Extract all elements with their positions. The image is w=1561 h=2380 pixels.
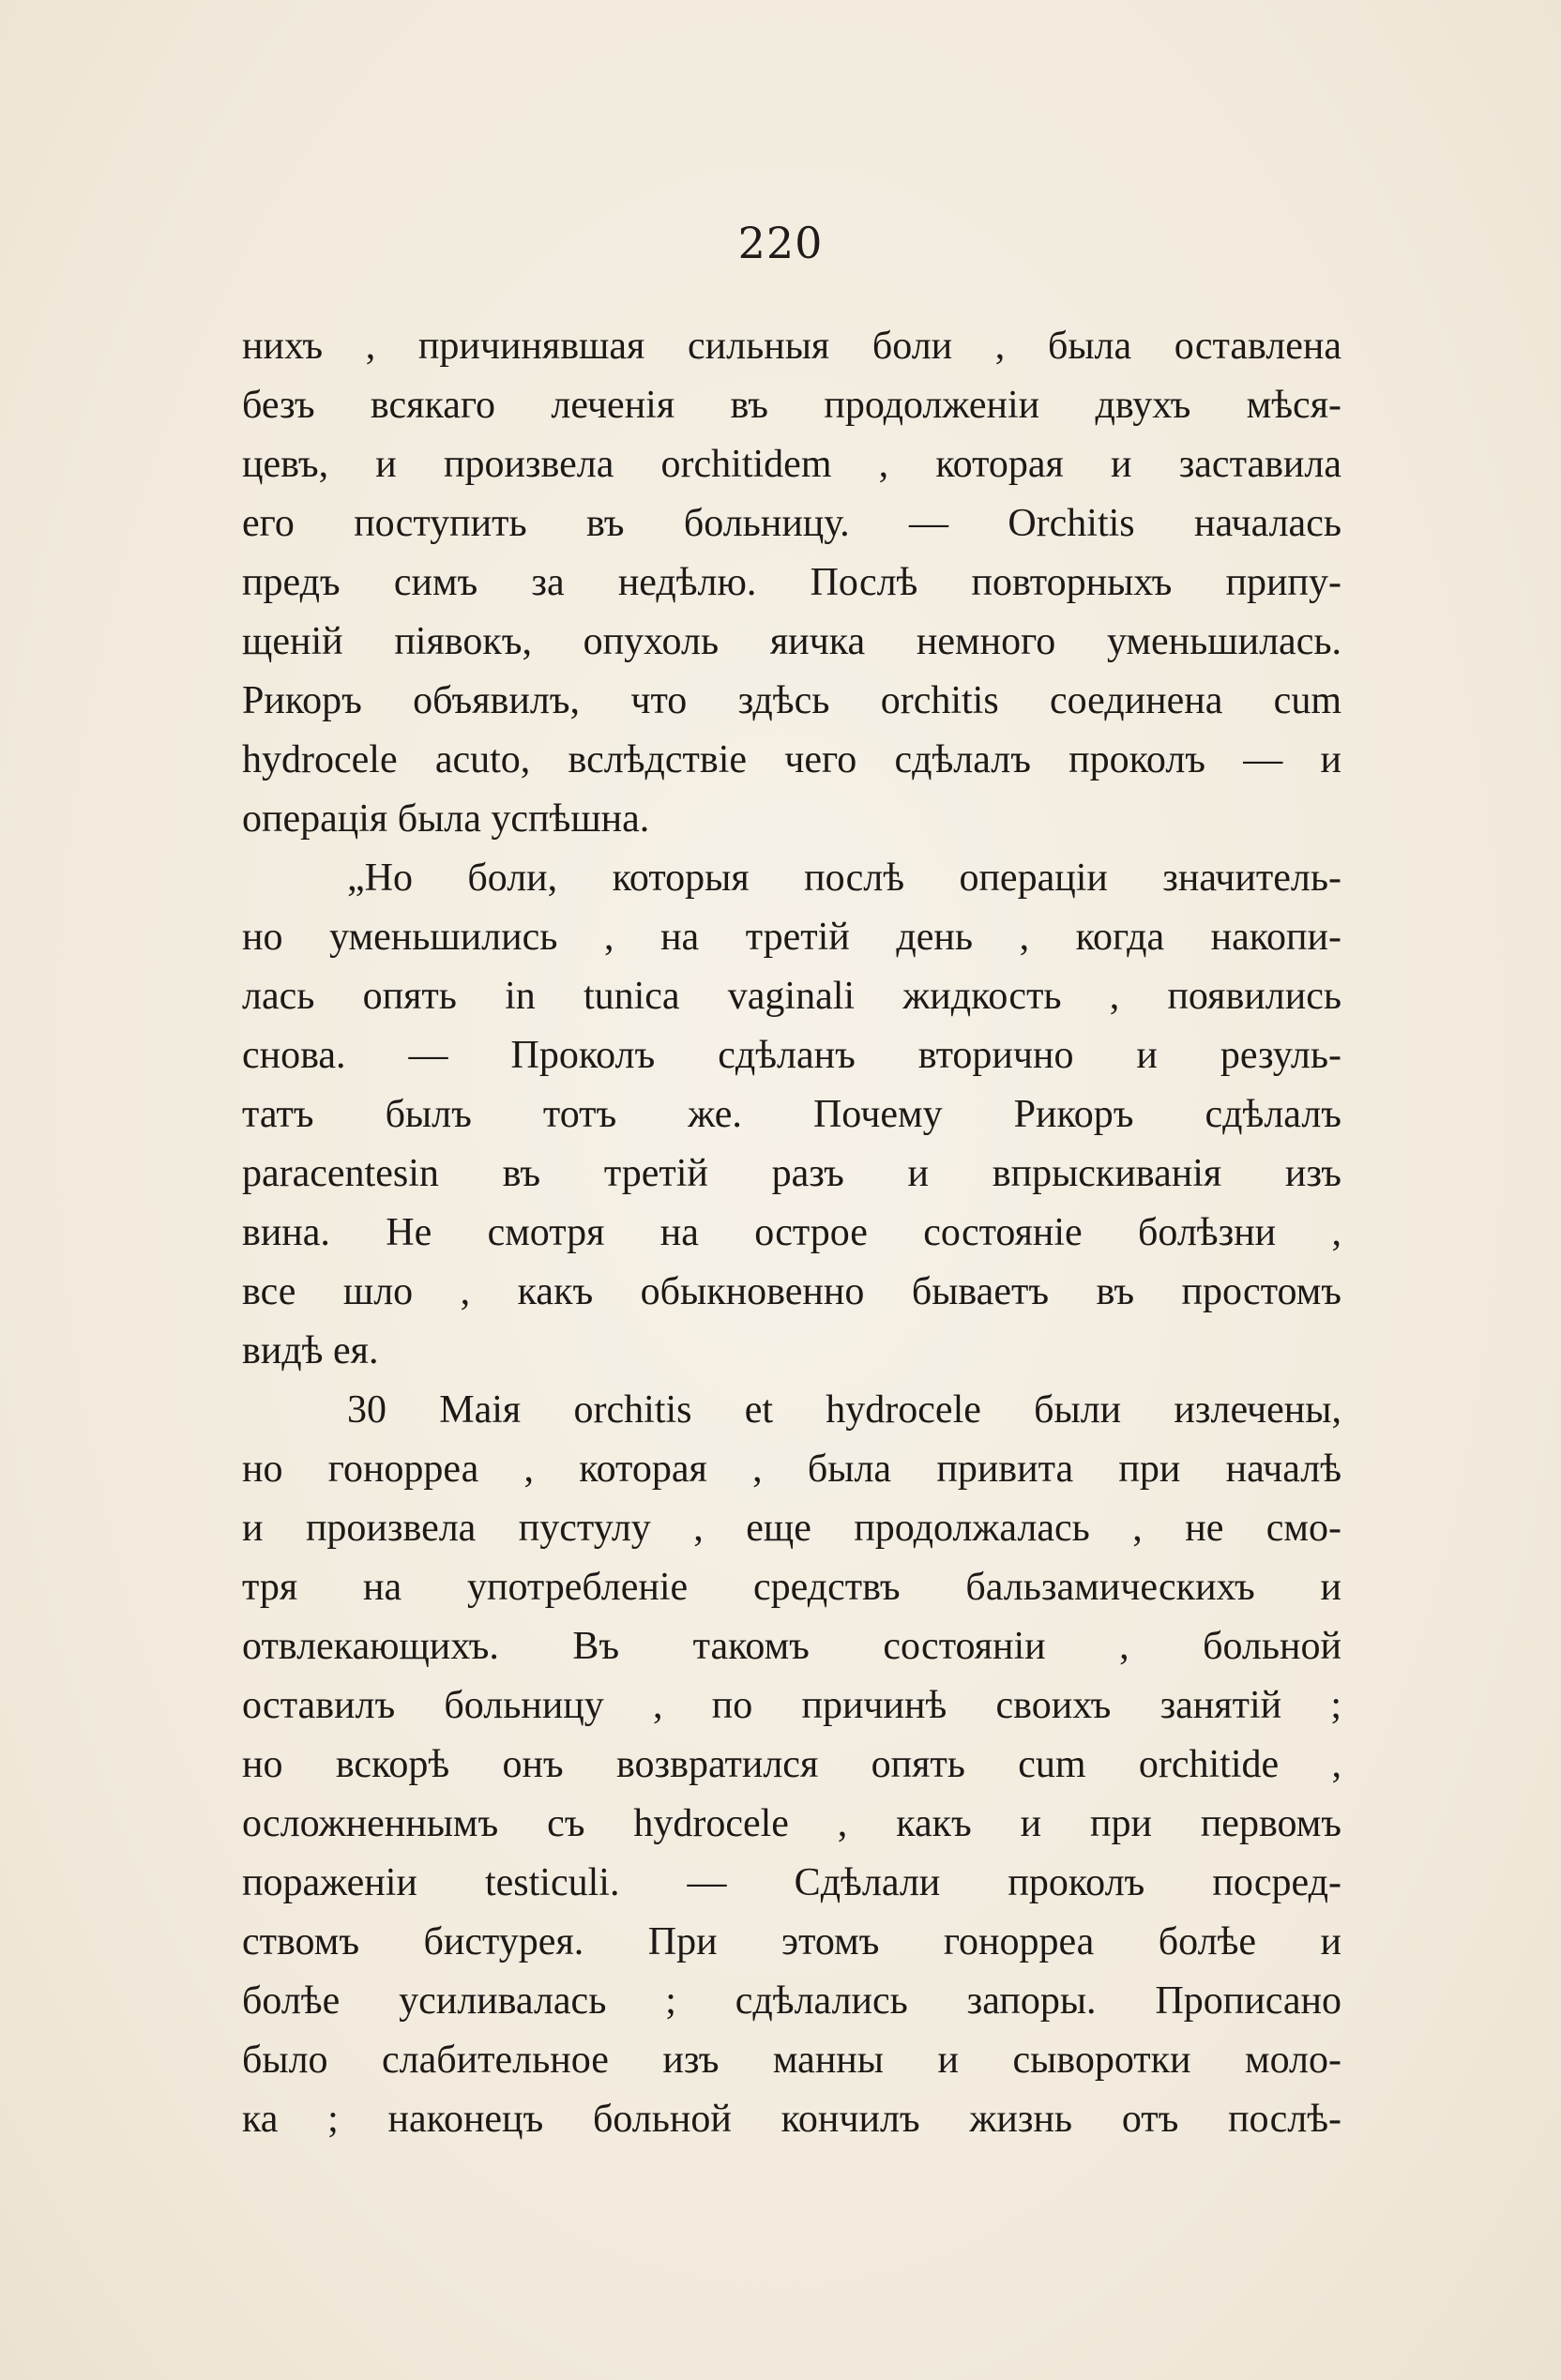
text-line: „Но боли, которыя послѣ операціи значитель- — [347, 856, 1341, 900]
text-line: болѣе усиливалась ; сдѣлались запоры. Прописано — [242, 1979, 1341, 2023]
text-line: ка ; наконецъ больной кончилъ жизнь отъ послѣ- — [242, 2098, 1341, 2141]
text-line: ствомъ бистурея. При этомъ гонорреа болѣе и — [242, 1920, 1341, 1963]
text-line: но гонорреа , которая , была привита при началѣ — [242, 1448, 1341, 1491]
text-line: нихъ , причинявшая сильныя боли , была оставлена — [242, 325, 1341, 368]
text-line: снова. — Проколъ сдѣланъ вторично и резуль- — [242, 1034, 1341, 1077]
text-line: все шло , какъ обыкновенно бываетъ въ простомъ — [242, 1270, 1341, 1313]
text-line: оставилъ больницу , по причинѣ своихъ занятій ; — [242, 1684, 1341, 1727]
text-line: операція была успѣшна. — [242, 797, 650, 841]
text-line: предъ симъ за недѣлю. Послѣ повторныхъ припу- — [242, 561, 1341, 604]
text-line: вина. Не смотря на острое состояніе болѣзни , — [242, 1211, 1341, 1254]
text-line: осложненнымъ съ hydrocele , какъ и при первомъ — [242, 1802, 1341, 1845]
text-line: щеній піявокъ, опухоль яичка немного уменьшилась. — [242, 620, 1341, 663]
paragraph-3 — [242, 1381, 1341, 2149]
text-line: пораженіи testiculi. — Сдѣлали проколъ посред- — [242, 1861, 1341, 1904]
text-line: лась опять in tunica vaginali жидкость , появились — [242, 975, 1341, 1018]
text-line: и произвела пустулу , еще продолжалась , не смо- — [242, 1507, 1341, 1550]
text-line: но вскорѣ онъ возвратился опять cum orchitide , — [242, 1743, 1341, 1786]
text-line: цевъ, и произвела orchitidem , которая и заставила — [242, 443, 1341, 486]
text-line: его поступить въ больницу. — Orchitis началась — [242, 502, 1341, 545]
text-line: было слабительное изъ манны и сыворотки моло- — [242, 2039, 1341, 2082]
text-line: безъ всякаго леченія въ продолженіи двухъ мѣся- — [242, 384, 1341, 427]
page-number: 220 — [737, 218, 824, 268]
paragraph-1 — [242, 317, 1341, 849]
text-line: отвлекающихъ. Въ такомъ состояніи , больной — [242, 1625, 1341, 1668]
text-line: paracentesin въ третій разъ и впрыскиванія изъ — [242, 1152, 1341, 1195]
text-line: татъ былъ тотъ же. Почему Рикоръ сдѣлалъ — [242, 1093, 1341, 1136]
text-line: тря на употребленіе средствъ бальзамическихъ и — [242, 1566, 1341, 1609]
text-line: но уменьшились , на третій день , когда накопи- — [242, 916, 1341, 959]
text-line: hydrocele acuto, вслѣдствіе чего сдѣлалъ проколъ — и — [242, 738, 1341, 781]
text-body — [242, 317, 1341, 2149]
text-line: Рикоръ объявилъ, что здѣсь orchitis соединена cum — [242, 679, 1341, 722]
paragraph-2 — [242, 849, 1341, 1381]
text-line: видѣ ея. — [242, 1329, 379, 1372]
text-line: 30 Маія orchitis et hydrocele были излечены, — [347, 1388, 1341, 1432]
